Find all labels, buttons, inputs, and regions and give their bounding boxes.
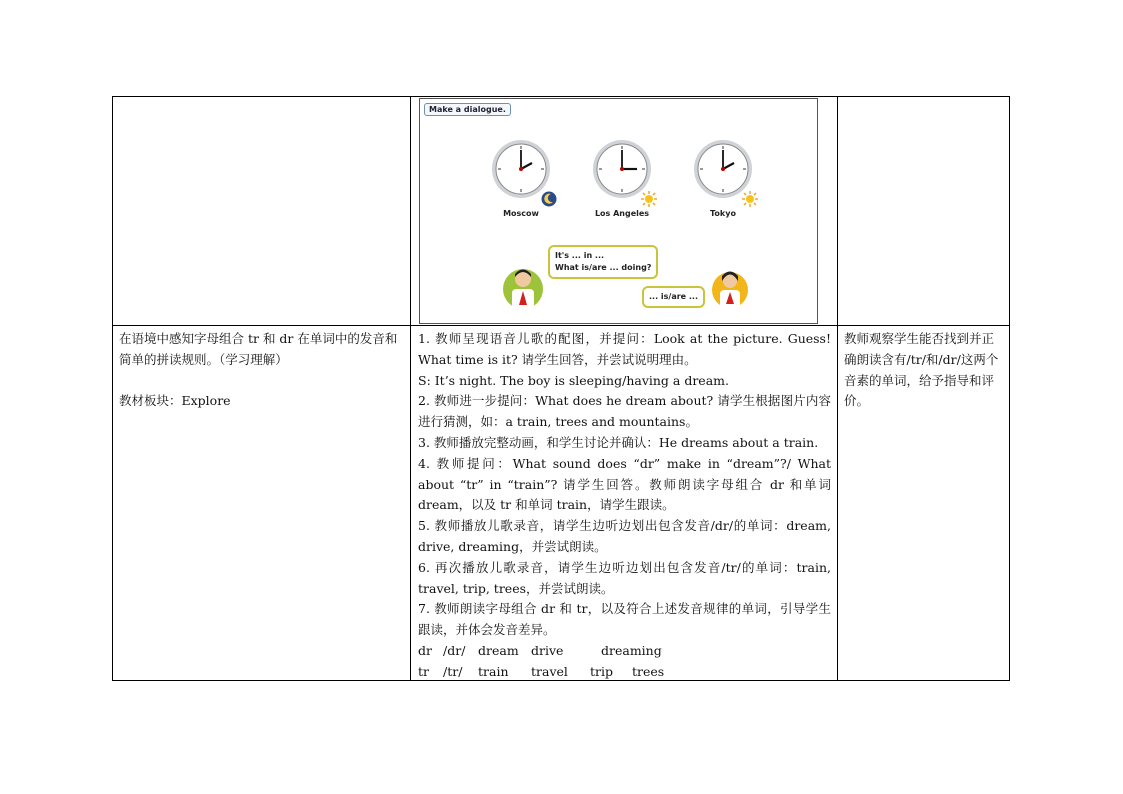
objective-text: 在语境中感知字母组合 tr 和 dr 在单词中的发音和简单的拼读规则。（学习理解） bbox=[119, 331, 398, 367]
sun-icon bbox=[742, 191, 758, 207]
moon-icon bbox=[541, 191, 557, 207]
dr-word-row bbox=[418, 641, 831, 662]
activities-cell bbox=[418, 329, 831, 683]
word: trees bbox=[632, 663, 665, 679]
word: travel bbox=[531, 663, 568, 679]
boy-bubble-line: What is/are ... doing? bbox=[555, 263, 652, 272]
dialogue-picture bbox=[419, 98, 818, 324]
activity-step: 3. 教师播放完整动画，和学生讨论并确认：He dreams about a train. bbox=[418, 434, 819, 450]
girl-speech-bubble bbox=[642, 286, 705, 308]
word: drive bbox=[531, 642, 564, 658]
tokyo-clock-icon bbox=[693, 139, 753, 199]
activity-step: 4. 教师提问：What sound does “dr” make in “dream”?/ What about “tr” in “train”? 请学生回答。教师朗读字母组合 dr 和单词 dream，以及 tr 和单词 train，请学生跟读。 bbox=[418, 455, 831, 513]
column-divider bbox=[410, 97, 411, 680]
boy-speech-bubble bbox=[548, 245, 658, 279]
word: dreaming bbox=[601, 642, 662, 658]
column-divider bbox=[837, 97, 838, 680]
girl-avatar bbox=[710, 264, 750, 309]
city-label-moscow: Moscow bbox=[503, 209, 539, 218]
word: dr bbox=[418, 642, 432, 658]
objective-cell bbox=[119, 329, 407, 412]
activity-step: 6. 再次播放儿歌录音，请学生边听边划出包含发音/tr/的单词：train, travel, trip, trees，并尝试朗读。 bbox=[418, 559, 831, 596]
assessment-text: 教师观察学生能否找到并正确朗读含有/tr/和/dr/这两个音素的单词，给予指导和评价。 bbox=[844, 331, 999, 409]
activity-step: S: It’s night. The boy is sleeping/having a dream. bbox=[418, 372, 729, 388]
tr-word-row bbox=[418, 662, 831, 683]
los-angeles-clock-icon bbox=[592, 139, 652, 199]
moscow-clock-icon bbox=[491, 139, 551, 199]
lesson-table bbox=[112, 96, 1010, 681]
sun-icon bbox=[641, 191, 657, 207]
make-dialogue-label: Make a dialogue. bbox=[424, 103, 511, 116]
boy-avatar bbox=[501, 259, 545, 309]
activity-step: 7. 教师朗读字母组合 dr 和 tr，以及符合上述发音规律的单词，引导学生跟读，并体会发音差异。 bbox=[418, 601, 831, 638]
city-label-tokyo: Tokyo bbox=[710, 209, 736, 218]
activity-step: 1. 教师呈现语音儿歌的配图，并提问：Look at the picture. Guess! What time is it? 请学生回答，并尝试说明理由。 bbox=[418, 331, 831, 367]
textbook-module-text: 教材板块：Explore bbox=[119, 393, 231, 409]
word: dream bbox=[478, 642, 519, 658]
row-divider bbox=[113, 325, 1009, 326]
word: tr bbox=[418, 663, 429, 679]
activity-step: 2. 教师进一步提问：What does he dream about? 请学生根据图片内容进行猜测，如：a train, trees and mountains。 bbox=[418, 393, 831, 430]
city-label-los-angeles: Los Angeles bbox=[594, 209, 650, 218]
word: trip bbox=[590, 663, 613, 679]
word: /dr/ bbox=[443, 642, 466, 658]
word: /tr/ bbox=[443, 663, 463, 679]
girl-bubble-line: ... is/are ... bbox=[649, 292, 698, 301]
assessment-cell bbox=[844, 329, 1006, 412]
boy-bubble-line: It's ... in ... bbox=[555, 251, 605, 260]
activity-step: 5. 教师播放儿歌录音，请学生边听边划出包含发音/dr/的单词：dream, drive, dreaming，并尝试朗读。 bbox=[418, 518, 831, 554]
word: train bbox=[478, 663, 509, 679]
